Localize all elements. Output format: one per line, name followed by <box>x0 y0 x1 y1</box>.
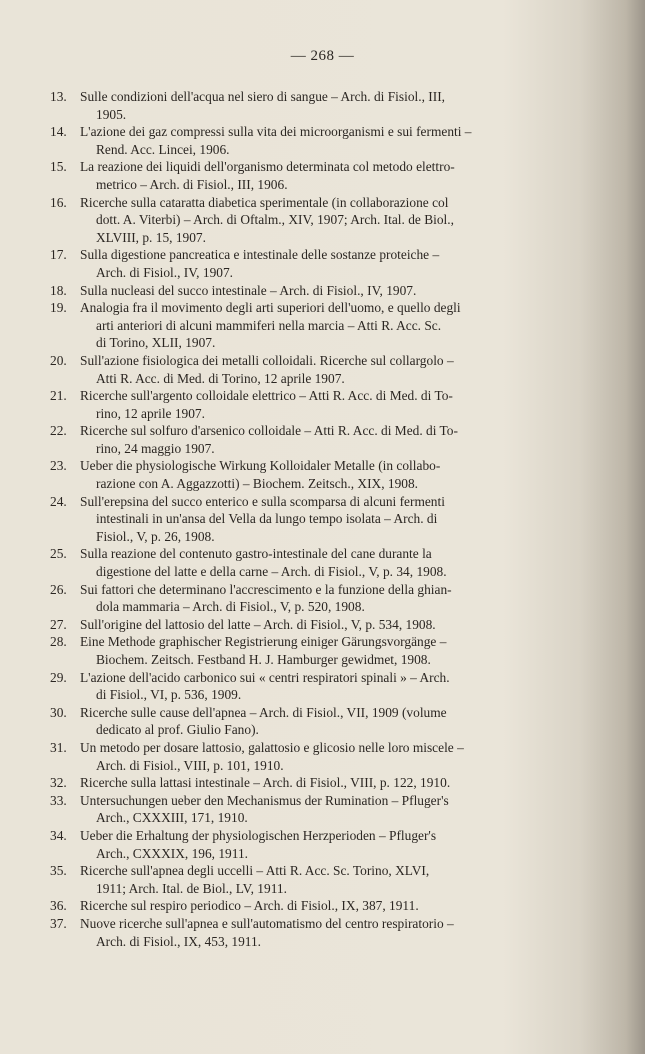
entry-line: Nuove ricerche sull'apnea e sull'automatismo del centro respiratorio – <box>80 915 454 931</box>
bibliography-entry <box>50 422 616 457</box>
entry-number: 25. <box>50 546 67 562</box>
entry-line: 1911; Arch. Ital. de Biol., LV, 1911. <box>96 880 287 896</box>
bibliography-list <box>50 88 616 950</box>
entry-line: Un metodo per dosare lattosio, galattosio e glicosio nelle loro miscele – <box>80 739 464 755</box>
entry-text <box>80 457 616 492</box>
bibliography-entry <box>50 669 616 704</box>
entry-text <box>80 194 616 247</box>
entry-line: Fisiol., V, p. 26, 1908. <box>96 528 215 544</box>
entry-number: 20. <box>50 352 67 368</box>
entry-line: Biochem. Zeitsch. Festband H. J. Hamburger gewidmet, 1908. <box>96 652 431 667</box>
entry-text <box>80 669 616 704</box>
bibliography-entry <box>50 457 616 492</box>
bibliography-entry <box>50 581 616 616</box>
bibliography-entry <box>50 299 616 352</box>
entry-line: Ricerche sulle cause dell'apnea – Arch. di Fisiol., VII, 1909 (volume <box>80 704 447 720</box>
entry-number: 37. <box>50 915 67 931</box>
entry-line: Sui fattori che determinano l'accrescimento e la funzione della ghian- <box>80 581 452 597</box>
entry-line: Ricerche sull'apnea degli uccelli – Atti R. Acc. Sc. Torino, XLVI, <box>80 863 430 879</box>
bibliography-entry <box>50 792 616 827</box>
entry-line: Arch. di Fisiol., VIII, p. 101, 1910. <box>96 757 284 773</box>
bibliography-entry <box>50 246 616 281</box>
bibliography-entry <box>50 352 616 387</box>
entry-text <box>80 633 616 668</box>
entry-line: Ueber die Erhaltung der physiologischen Herzperioden – Pfluger's <box>80 827 437 843</box>
entry-number: 34. <box>50 827 67 843</box>
entry-number: 29. <box>50 669 67 685</box>
entry-text <box>80 774 616 792</box>
entry-number: 26. <box>50 581 67 597</box>
entry-number: 30. <box>50 704 67 720</box>
entry-line: L'azione dei gaz compressi sulla vita dei microorganismi e sui fermenti – <box>80 124 472 140</box>
bibliography-entry <box>50 897 616 915</box>
entry-line: Arch. di Fisiol., IV, 1907. <box>96 264 234 280</box>
entry-line: digestione del latte e della carne – Arch. di Fisiol., V, p. 34, 1908. <box>96 564 447 580</box>
entry-line: XLVIII, p. 15, 1907. <box>96 229 206 245</box>
entry-number: 14. <box>50 124 67 140</box>
entry-line: L'azione dell'acido carbonico sui « centri respiratori spinali » – Arch. <box>80 669 450 685</box>
bibliography-entry <box>50 545 616 580</box>
entry-text <box>80 897 616 915</box>
bibliography-entry <box>50 704 616 739</box>
entry-line: Analogia fra il movimento degli arti superiori dell'uomo, e quello degli <box>80 300 461 316</box>
bibliography-entry <box>50 194 616 247</box>
entry-line: dedicato al prof. Giulio Fano). <box>96 722 259 738</box>
entry-line: metrico – Arch. di Fisiol., III, 1906. <box>96 176 288 192</box>
entry-line: La reazione dei liquidi dell'organismo determinata col metodo elettro- <box>80 159 455 175</box>
bibliography-entry <box>50 387 616 422</box>
entry-line: intestinali in un'ansa del Vella da lungo tempo isolata – Arch. di <box>96 511 438 527</box>
bibliography-entry <box>50 158 616 193</box>
entry-line: Sulla reazione del contenuto gastro-intestinale del cane durante la <box>80 546 432 562</box>
entry-line: Ricerche sul solfuro d'arsenico colloidale – Atti R. Acc. di Med. di To- <box>80 423 458 439</box>
entry-number: 13. <box>50 89 67 104</box>
entry-text <box>80 827 616 862</box>
bibliography-entry <box>50 493 616 546</box>
entry-number: 36. <box>50 898 67 914</box>
entry-number: 23. <box>50 458 67 474</box>
entry-line: 1905. <box>96 106 127 122</box>
bibliography-entry <box>50 739 616 774</box>
entry-line: Eine Methode graphischer Registrierung einiger Gärungsvorgänge – <box>80 634 447 650</box>
entry-line: Atti R. Acc. di Med. di Torino, 12 aprile 1907. <box>96 370 345 386</box>
entry-text <box>80 493 616 546</box>
entry-line: Sulla digestione pancreatica e intestinale delle sostanze proteiche – <box>80 247 440 263</box>
entry-line: Sulle condizioni dell'acqua nel siero di sangue – Arch. di Fisiol., III, <box>80 89 445 104</box>
bibliography-entry <box>50 282 616 300</box>
entry-number: 16. <box>50 194 67 210</box>
entry-line: Ricerche sulla cataratta diabetica sperimentale (in collaborazione col <box>80 194 449 210</box>
entry-text <box>80 299 616 352</box>
entry-line: Sull'erepsina del succo enterico e sulla scomparsa di alcuni fermenti <box>80 493 445 509</box>
entry-text <box>80 616 616 634</box>
entry-number: 32. <box>50 775 67 791</box>
entry-number: 27. <box>50 616 67 632</box>
entry-line: Ricerche sul respiro periodico – Arch. di Fisiol., IX, 387, 1911. <box>80 898 419 914</box>
entry-number: 33. <box>50 792 67 808</box>
bibliography-entry <box>50 827 616 862</box>
entry-text <box>80 862 616 897</box>
entry-text <box>80 792 616 827</box>
entry-number: 18. <box>50 282 67 298</box>
entry-text <box>80 352 616 387</box>
entry-line: rino, 24 maggio 1907. <box>96 440 215 456</box>
entry-line: Rend. Acc. Lincei, 1906. <box>96 141 230 157</box>
entry-text <box>80 88 616 123</box>
entry-text <box>80 387 616 422</box>
entry-line: Arch. di Fisiol., IX, 453, 1911. <box>96 933 262 949</box>
entry-number: 24. <box>50 493 67 509</box>
page-number: — 268 — <box>290 48 355 64</box>
entry-text <box>80 246 616 281</box>
entry-text <box>80 581 616 616</box>
bibliography-entry <box>50 862 616 897</box>
entry-line: Sulla nucleasi del succo intestinale – Arch. di Fisiol., IV, 1907. <box>80 282 417 298</box>
entry-line: Arch., CXXXIII, 171, 1910. <box>96 810 248 826</box>
entry-line: Ueber die physiologische Wirkung Kolloidaler Metalle (in collabo- <box>80 458 441 474</box>
entry-line: Sull'origine del lattosio del latte – Arch. di Fisiol., V, p. 534, 1908. <box>80 616 436 632</box>
entry-line: Arch., CXXXIX, 196, 1911. <box>96 845 248 861</box>
entry-text <box>80 704 616 739</box>
bibliography-entry <box>50 633 616 668</box>
entry-line: Ricerche sulla lattasi intestinale – Arch. di Fisiol., VIII, p. 122, 1910. <box>80 775 451 791</box>
entry-text <box>80 422 616 457</box>
bibliography-entry <box>50 123 616 158</box>
entry-text <box>80 545 616 580</box>
entry-number: 17. <box>50 247 67 263</box>
entry-number: 31. <box>50 739 67 755</box>
entry-text <box>80 123 616 158</box>
bibliography-entry <box>50 915 616 950</box>
bibliography-entry <box>50 88 616 123</box>
entry-line: arti anteriori di alcuni mammiferi nella marcia – Atti R. Acc. Sc. <box>96 317 442 333</box>
entry-line: rino, 12 aprile 1907. <box>96 405 205 421</box>
entry-number: 22. <box>50 423 67 439</box>
entry-line: Untersuchungen ueber den Mechanismus der Rumination – Pfluger's <box>80 792 449 808</box>
entry-line: di Fisiol., VI, p. 536, 1909. <box>96 687 242 703</box>
entry-line: dola mammaria – Arch. di Fisiol., V, p. 520, 1908. <box>96 599 365 615</box>
entry-text <box>80 915 616 950</box>
entry-number: 35. <box>50 863 67 879</box>
entry-text <box>80 158 616 193</box>
bibliography-entry <box>50 774 616 792</box>
entry-text <box>80 282 616 300</box>
entry-number: 28. <box>50 634 67 650</box>
entry-line: Sull'azione fisiologica dei metalli colloidali. Ricerche sul collargolo – <box>80 352 454 368</box>
entry-number: 21. <box>50 388 67 404</box>
entry-line: razione con A. Aggazzotti) – Biochem. Zeitsch., XIX, 1908. <box>96 476 419 492</box>
entry-line: Ricerche sull'argento colloidale elettrico – Atti R. Acc. di Med. di To- <box>80 388 453 404</box>
entry-text <box>80 739 616 774</box>
entry-line: dott. A. Viterbi) – Arch. di Oftalm., XIV, 1907; Arch. Ital. de Biol., <box>96 212 454 228</box>
entry-number: 15. <box>50 159 67 175</box>
bibliography-entry <box>50 616 616 634</box>
entry-number: 19. <box>50 300 67 316</box>
entry-line: di Torino, XLII, 1907. <box>96 335 216 351</box>
